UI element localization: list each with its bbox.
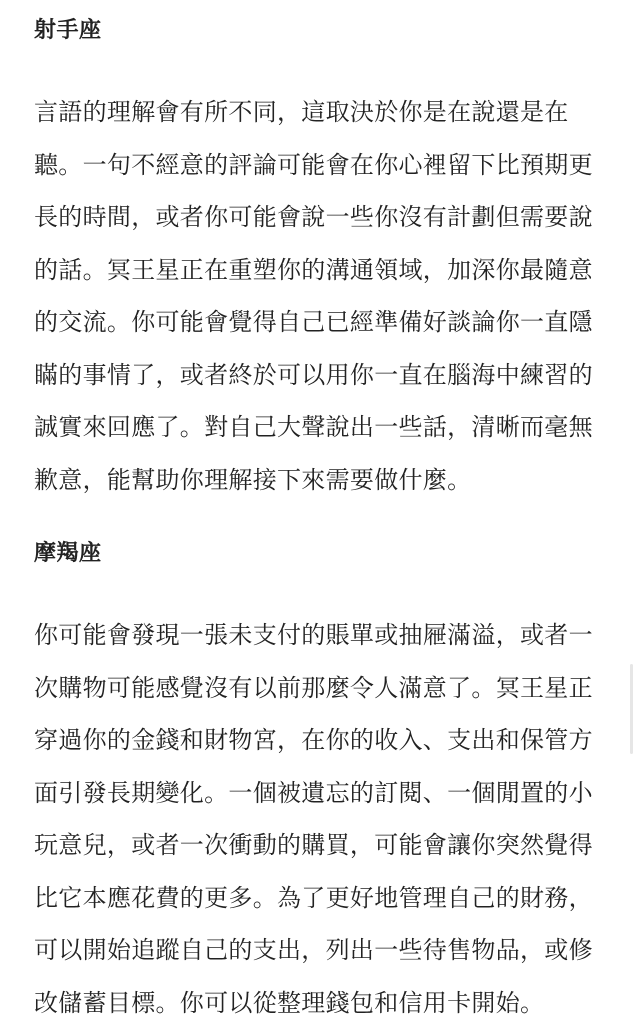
text-line: 的交流。你可能會覺得自己已經準備好談論你一直隱 (34, 296, 614, 349)
section-title-sagittarius: 射手座 (34, 16, 102, 46)
text-line: 歉意，能幫助你理解接下來需要做什麼。 (34, 454, 614, 507)
text-line: 言語的理解會有所不同，這取決於你是在說還是在 (34, 86, 614, 139)
section-body-sagittarius (34, 86, 614, 506)
text-line: 你可能會發現一張未支付的賬單或抽屜滿溢，或者一 (34, 609, 614, 662)
text-line: 聽。一句不經意的評論可能會在你心裡留下比預期更 (34, 139, 614, 192)
text-line: 瞞的事情了，或者終於可以用你一直在腦海中練習的 (34, 349, 614, 402)
scrollbar-thumb[interactable] (630, 664, 633, 754)
text-line: 穿過你的金錢和財物宮，在你的收入、支出和保管方 (34, 714, 614, 767)
text-line: 比它本應花費的更多。為了更好地管理自己的財務， (34, 872, 614, 925)
text-line: 玩意兒，或者一次衝動的購買，可能會讓你突然覺得 (34, 819, 614, 872)
text-line: 的話。冥王星正在重塑你的溝通領域，加深你最隨意 (34, 244, 614, 297)
text-line: 面引發長期變化。一個被遺忘的訂閱、一個閒置的小 (34, 767, 614, 820)
section-body-capricorn (34, 609, 614, 1029)
text-line: 長的時間，或者你可能會說一些你沒有計劃但需要說 (34, 191, 614, 244)
text-line: 次購物可能感覺沒有以前那麼令人滿意了。冥王星正 (34, 662, 614, 715)
section-title-capricorn: 摩羯座 (34, 539, 102, 569)
text-line: 誠實來回應了。對自己大聲說出一些話，清晰而毫無 (34, 401, 614, 454)
text-line: 可以開始追蹤自己的支出，列出一些待售物品，或修 (34, 924, 614, 977)
text-line: 改儲蓄目標。你可以從整理錢包和信用卡開始。 (34, 977, 614, 1029)
